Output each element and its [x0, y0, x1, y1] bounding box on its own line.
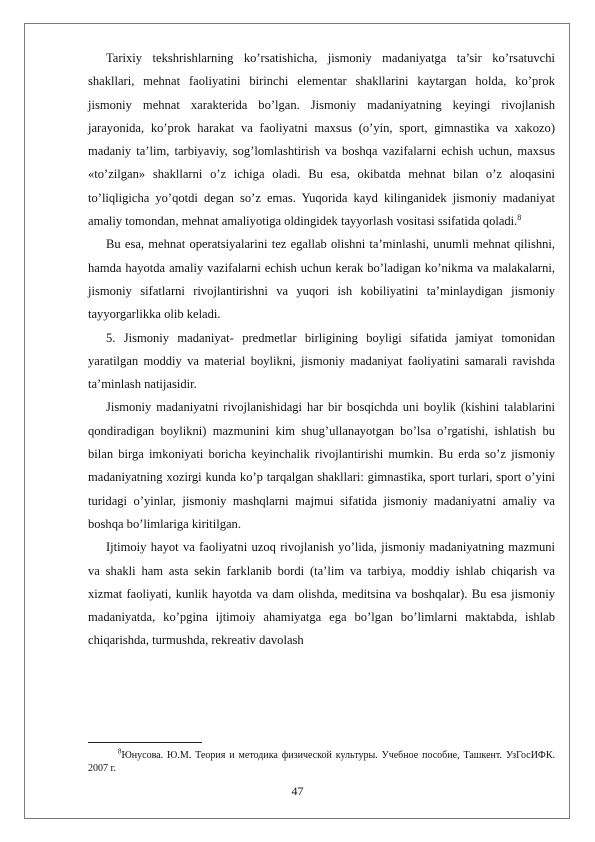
document-body [88, 47, 555, 653]
footnote [88, 749, 555, 775]
paragraph-text: Bu esa, mehnat operatsiyalarini tez egallab olishni ta’minlashi, unumli mehnat qilishni, hamda hayotda amaliy vazifalarni echish uchun kerak bo’ladigan ko’nikma va malakalarni, jismoniy sifatlarni rivojlantirishni va yuqori ish kobiliyatini ta’minlaydigan jismoniy tayyorgarlikka olib keladi. [88, 237, 555, 322]
footnote-mark: 8 [118, 747, 122, 756]
footnote-reference[interactable]: 8 [517, 212, 522, 222]
paragraph-text: 5. Jismoniy madaniyat- predmetlar birligining boyligi sifatida jamiyat tomonidan yaratilgan moddiy va material boylikni, jismoniy madaniyat faoliyatini samarali ravishda ta’minlash natijasidir. [88, 330, 555, 392]
paragraph [88, 47, 555, 233]
paragraph-text: Jismoniy madaniyatni rivojlanishidagi har bir bosqichda uni boylik (kishini talablarini qondiradigan boylikni) mazmunini kim shug’ullanayotgan bo’lsa o’rgatishi, ishlatish bu bilan birga imkoniyati boricha keyinchalik rivojlantirishi mumkin. Bu erda so’z jismoniy madaniyatning xozirgi kunda ko’p tarqalgan shakllari: gimnastika, sport turlari, sport o’yini turidagi o’yinlar, jismoniy mashqlarni majmui sifatida jismoniy madaniyatni amaliy va boshqa bo’limlariga kiritilgan. [88, 400, 555, 531]
paragraph-text: Ijtimoiy hayot va faoliyatni uzoq rivojlanish yo’lida, jismoniy madaniyatning mazmuni va shakli ham asta sekin farklanib bordi (ta’lim va tarbiya, moddiy ishlab chiqarish va xizmat faoliyati, kunlik hayotda va dam olishda, meditsina va boshqalar). Bu esa jismoniy madaniyatda, ko’pgina ijtimoiy ahamiyatga ega bo’lgan bo’limlarni maktabda, ishlab chiqarishda, turmushda, rekreativ davolash [88, 540, 555, 648]
footnote-separator [88, 742, 202, 743]
paragraph-text: Tarixiy tekshrishlarning ko’rsatishicha, jismoniy madaniyatga ta’sir ko’rsatuvchi shakllari, mehnat faoliyatini birinchi elementar shakllarini kaytargan holda, ko’prok jismoniy mehnat xarakterida bo’lgan. Jismoniy madaniyatning keyingi rivojlanish jarayonida, ko’prok harakat va faoliyatni maxsus (o’yin, sport, gimnastika va xakozo) madaniy ta’lim, tarbiyaviy, sog’lomlashtirish va boshqa vazifalarni echish uchun, maxsus «to’zilgan» shakllarni o’z ichiga oladi. Bu esa, okibatda mehnat bilan o’z aloqasini to’liqligicha yo’qotdi degan so’z emas. Yuqorida kayd kilinganidek jismoniy madaniyat amaliy tomondan, mehnat amaliyotiga oldingidek tayyorlash vositasi ssifatida qoladi. [88, 51, 555, 229]
paragraph [88, 327, 555, 397]
paragraph [88, 233, 555, 326]
page-number: 47 [291, 784, 304, 798]
paragraph [88, 536, 555, 652]
footnote-text: Юнусова. Ю.М. Теория и методика физической культуры. Учебное пособие, Ташкент. УзГосИФК. 2007 г. [88, 750, 555, 774]
paragraph [88, 396, 555, 536]
